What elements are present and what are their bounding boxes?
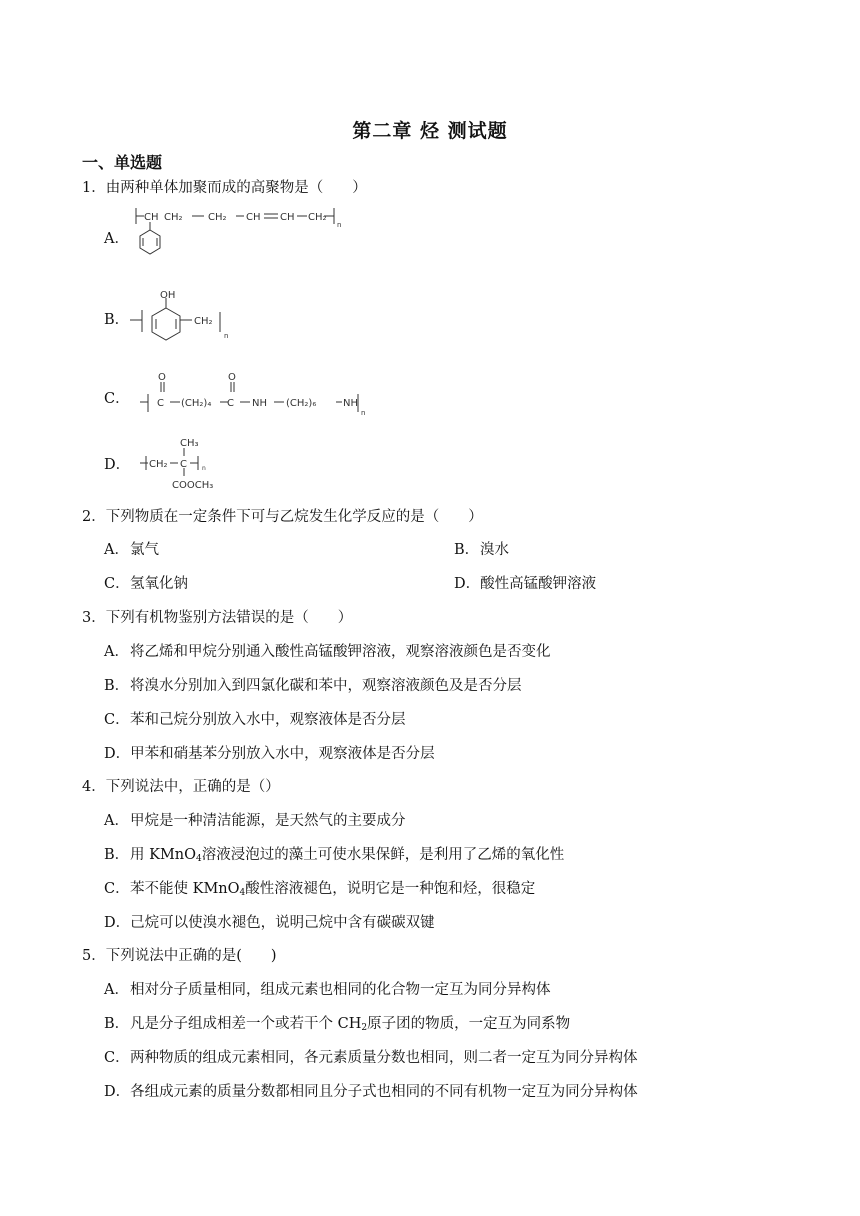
q1c-nh1: NH [252, 398, 267, 409]
q4-option-a: A．甲烷是一种清洁能源，是天然气的主要成分 [104, 813, 406, 829]
question-5-stem: 5．下列说法中正确的是( ) [82, 948, 277, 964]
q3-option-c: C．苯和己烷分别放入水中，观察液体是否分层 [104, 712, 406, 728]
q1c-nh2: NH [343, 398, 358, 409]
q1a-ch-4: CH [280, 212, 295, 223]
q2-option-d: D．酸性高锰酸钾溶液 [454, 576, 597, 592]
q4-option-b: B．用 KMnO$_4$溶液浸泡过的藻土可使水果保鲜，是利用了乙烯的氧化性 [104, 847, 565, 864]
q1a-n: n [337, 221, 342, 229]
q2-option-b: B．溴水 [454, 542, 509, 558]
q1b-n: n [224, 332, 229, 340]
q1d-ch2: CH₂ [149, 459, 168, 470]
q1a-ch-3: CH [246, 212, 261, 223]
q1d-c: C [180, 459, 187, 470]
q1-option-b-label: B． [104, 312, 130, 328]
question-4-stem: 4．下列说法中，正确的是（） [82, 779, 280, 795]
q5-option-d: D．各组成元素的质量分数都相同且分子式也相同的不同有机物一定互为同分异构体 [104, 1084, 638, 1100]
q3-option-a: A．将乙烯和甲烷分别通入酸性高锰酸钾溶液，观察溶液颜色是否变化 [104, 644, 551, 660]
q1-option-d-label: D． [104, 457, 131, 473]
q3-option-d: D．甲苯和硝基苯分别放入水中，观察液体是否分层 [104, 746, 435, 762]
q4-option-d: D．己烷可以使溴水褪色，说明己烷中含有碳碳双键 [104, 915, 435, 931]
q5-option-a: A．相对分子质量相同，组成元素也相同的化合物一定互为同分异构体 [104, 982, 551, 998]
q2-option-a: A．氯气 [104, 542, 159, 558]
q5-option-c: C．两种物质的组成元素相同，各元素质量分数也相同，则二者一定互为同分异构体 [104, 1050, 638, 1066]
q1-option-c-label: C． [104, 391, 130, 407]
q1c-o2: O [228, 372, 236, 383]
q1d-cooch3: COOCH₃ [172, 480, 214, 491]
q1c-c2: C [227, 398, 234, 409]
section-heading: 一、单选题 [82, 153, 163, 172]
q1-option-a-structure [132, 200, 347, 266]
question-3-stem: 3．下列有机物鉴别方法错误的是（ ） [82, 610, 353, 626]
q1c-o1: O [158, 372, 166, 383]
q1a-ch2-2: CH₂ [208, 212, 227, 223]
q1c-ch2-6: (CH₂)₆ [286, 398, 317, 409]
q1c-ch2-4: (CH₂)₄ [181, 398, 212, 409]
q3-option-b: B．将溴水分别加入到四氯化碳和苯中，观察溶液颜色及是否分层 [104, 678, 522, 694]
q1d-n: n [202, 465, 206, 472]
q1-option-c-structure [136, 370, 372, 418]
q1-option-b-structure [126, 284, 236, 346]
q1-option-d-structure [136, 432, 246, 494]
q1b-ch2: CH₂ [194, 316, 213, 327]
q1c-c1: C [157, 398, 164, 409]
q1a-ch2-5: CH₂ [308, 212, 327, 223]
q1a-ch: CH [144, 212, 159, 223]
q5-option-b: B．凡是分子组成相差一个或若干个 $CH_2$原子团的物质，一定互为同系物 [104, 1016, 571, 1033]
q1d-ch3: CH₃ [180, 438, 199, 449]
q4-option-c: C．苯不能使 KMnO$_4$酸性溶液褪色，说明它是一种饱和烃，很稳定 [104, 881, 536, 898]
q1a-ch2-1: CH₂ [164, 212, 183, 223]
q1b-oh: OH [160, 290, 176, 301]
question-1-stem: 1．由两种单体加聚而成的高聚物是（ ） [82, 180, 367, 196]
q1-option-a-label: A． [104, 231, 129, 247]
q1c-n: n [361, 409, 366, 417]
question-2-stem: 2．下列物质在一定条件下可与乙烷发生化学反应的是（ ） [82, 509, 483, 525]
q2-option-c: C．氢氧化钠 [104, 576, 188, 592]
page-title: 第二章 烃 测试题 [352, 120, 508, 142]
